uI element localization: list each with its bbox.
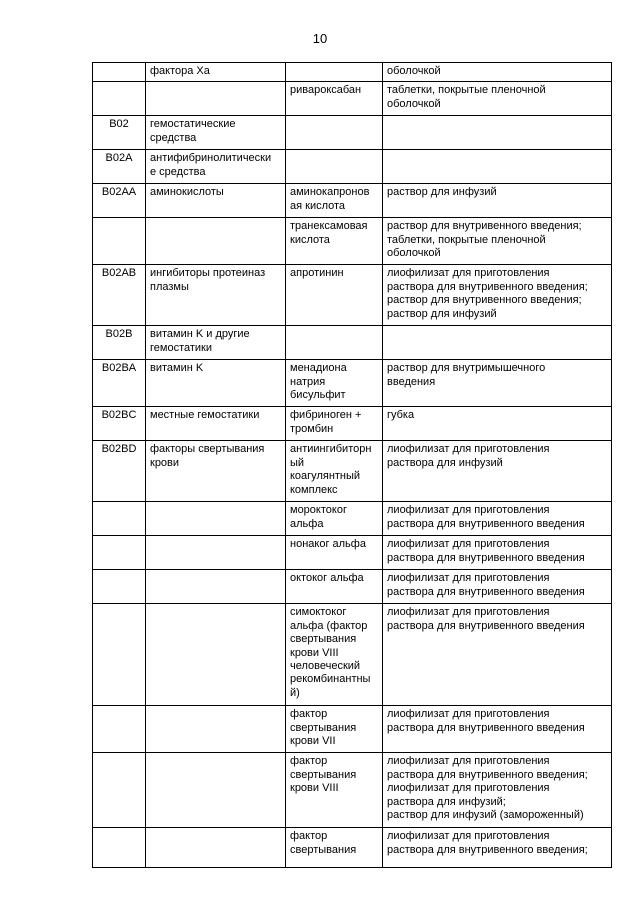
atc-code-cell <box>93 753 146 828</box>
drug-name-cell: фибриноген + тромбин <box>286 407 383 441</box>
table-row <box>93 604 612 706</box>
dosage-form-cell: лиофилизат для приготовления раствора для внутривенного введения; лиофилизат для приготовления раствора для инфузий; раствор для инфузий (замороженный) <box>383 753 612 828</box>
drug-name-cell <box>286 116 383 150</box>
dosage-form-cell: раствор для инфузий <box>383 184 612 218</box>
group-name-cell <box>146 570 286 604</box>
page-number: 10 <box>312 31 328 46</box>
table-row <box>93 441 612 502</box>
dosage-form-cell: лиофилизат для приготовления раствора для внутривенного введения <box>383 536 612 570</box>
group-name-cell <box>146 218 286 265</box>
group-name-cell <box>146 536 286 570</box>
table-row <box>93 753 612 828</box>
drug-name-cell: аминокапронов ая кислота <box>286 184 383 218</box>
table-row <box>93 150 612 184</box>
group-name-cell: местные гемостатики <box>146 407 286 441</box>
dosage-form-cell <box>383 116 612 150</box>
table-row <box>93 828 612 868</box>
group-name-cell: ингибиторы протеиназ плазмы <box>146 265 286 326</box>
atc-code-cell: B02B <box>93 326 146 360</box>
table-row <box>93 706 612 753</box>
table-row <box>93 116 612 150</box>
atc-code-cell: B02BD <box>93 441 146 502</box>
drug-name-cell: антиингибиторн ый коагулянтный комплекс <box>286 441 383 502</box>
drug-name-cell: апротинин <box>286 265 383 326</box>
table-row <box>93 63 612 82</box>
drug-name-cell: мороктоког альфа <box>286 502 383 536</box>
drug-name-cell: фактор свертывания крови VIII <box>286 753 383 828</box>
atc-code-cell <box>93 604 146 706</box>
table-row <box>93 218 612 265</box>
group-name-cell <box>146 82 286 116</box>
atc-code-cell: B02BA <box>93 360 146 407</box>
table-row <box>93 184 612 218</box>
group-name-cell <box>146 753 286 828</box>
atc-code-cell <box>93 570 146 604</box>
group-name-cell: аминокислоты <box>146 184 286 218</box>
atc-code-cell: B02A <box>93 150 146 184</box>
drug-name-cell: фактор свертывания крови VII <box>286 706 383 753</box>
group-name-cell <box>146 604 286 706</box>
dosage-form-cell: лиофилизат для приготовления раствора для внутривенного введения <box>383 706 612 753</box>
drug-table <box>92 62 612 868</box>
dosage-form-cell: оболочкой <box>383 63 612 82</box>
drug-name-cell: менадиона натрия бисульфит <box>286 360 383 407</box>
atc-code-cell <box>93 828 146 868</box>
dosage-form-cell: раствор для внутривенного введения; таблетки, покрытые пленочной оболочкой <box>383 218 612 265</box>
atc-code-cell: B02 <box>93 116 146 150</box>
group-name-cell <box>146 828 286 868</box>
group-name-cell: факторы свертывания крови <box>146 441 286 502</box>
dosage-form-cell: раствор для внутримышечного введения <box>383 360 612 407</box>
atc-code-cell <box>93 63 146 82</box>
table-row <box>93 536 612 570</box>
table-row <box>93 326 612 360</box>
atc-code-cell <box>93 82 146 116</box>
atc-code-cell <box>93 536 146 570</box>
drug-name-cell: фактор свертывания <box>286 828 383 868</box>
drug-name-cell <box>286 150 383 184</box>
dosage-form-cell: таблетки, покрытые пленочной оболочкой <box>383 82 612 116</box>
atc-code-cell <box>93 706 146 753</box>
dosage-form-cell: лиофилизат для приготовления раствора для внутривенного введения; <box>383 828 612 868</box>
dosage-form-cell: лиофилизат для приготовления раствора для внутривенного введения <box>383 570 612 604</box>
group-name-cell: витамин K <box>146 360 286 407</box>
drug-name-cell: нонаког альфа <box>286 536 383 570</box>
dosage-form-cell: лиофилизат для приготовления раствора для внутривенного введения <box>383 604 612 706</box>
dosage-form-cell: лиофилизат для приготовления раствора для внутривенного введения <box>383 502 612 536</box>
dosage-form-cell <box>383 326 612 360</box>
atc-code-cell: B02AB <box>93 265 146 326</box>
group-name-cell <box>146 706 286 753</box>
group-name-cell: витамин K и другие гемостатики <box>146 326 286 360</box>
dosage-form-cell: лиофилизат для приготовления раствора для инфузий <box>383 441 612 502</box>
drug-name-cell: октоког альфа <box>286 570 383 604</box>
group-name-cell: фактора Xa <box>146 63 286 82</box>
table-row <box>93 407 612 441</box>
atc-code-cell <box>93 218 146 265</box>
group-name-cell: антифибринолитически е средства <box>146 150 286 184</box>
dosage-form-cell <box>383 150 612 184</box>
drug-name-cell: ривароксабан <box>286 82 383 116</box>
dosage-form-cell: лиофилизат для приготовления раствора для внутривенного введения; раствор для внутривенного введения; раствор для инфузий <box>383 265 612 326</box>
table-row <box>93 502 612 536</box>
atc-code-cell: B02AA <box>93 184 146 218</box>
drug-name-cell: транексамовая кислота <box>286 218 383 265</box>
atc-code-cell: B02BC <box>93 407 146 441</box>
table-row <box>93 570 612 604</box>
group-name-cell <box>146 502 286 536</box>
table-row <box>93 265 612 326</box>
drug-name-cell <box>286 63 383 82</box>
drug-name-cell <box>286 326 383 360</box>
drug-name-cell: симоктоког альфа (фактор свертывания крови VIII человеческий рекомбинантны й) <box>286 604 383 706</box>
table-row <box>93 82 612 116</box>
table-row <box>93 360 612 407</box>
dosage-form-cell: губка <box>383 407 612 441</box>
atc-code-cell <box>93 502 146 536</box>
group-name-cell: гемостатические средства <box>146 116 286 150</box>
